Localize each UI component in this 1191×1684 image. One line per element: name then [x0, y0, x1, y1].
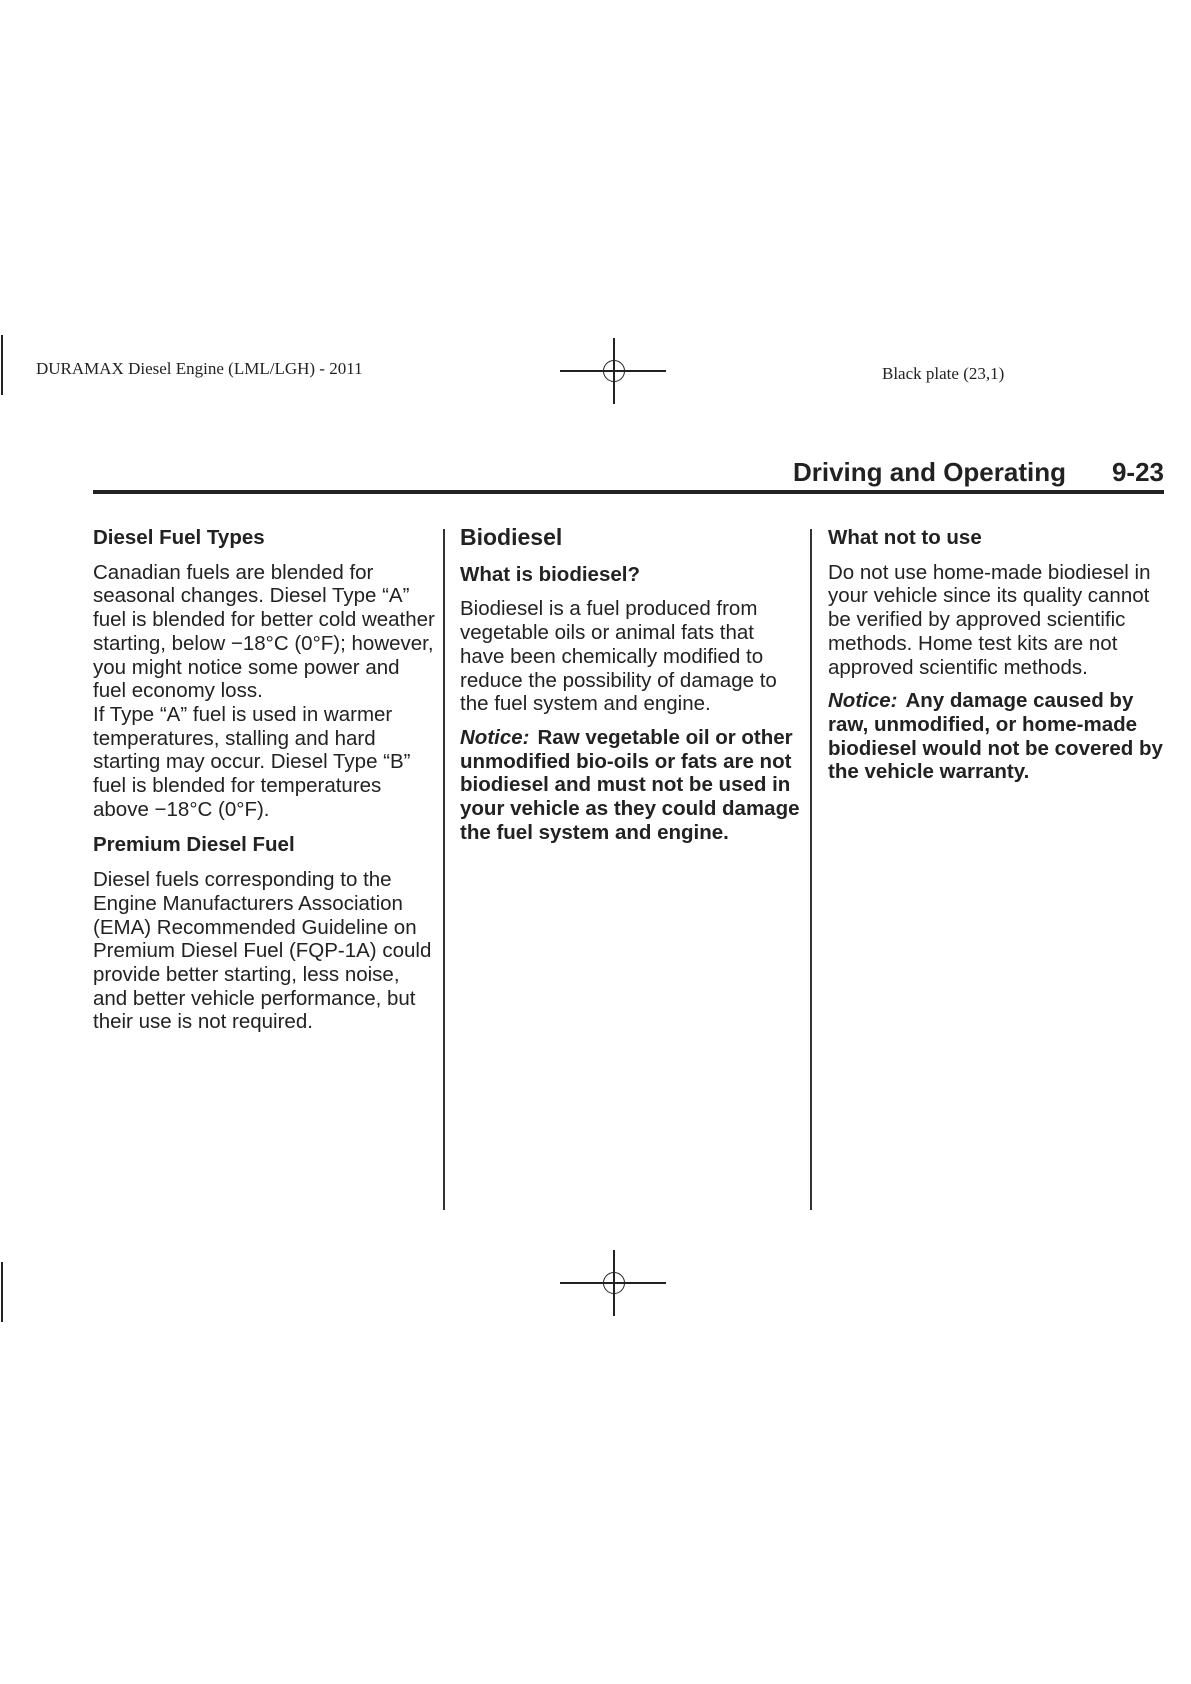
notice-label: Notice:	[828, 689, 898, 713]
print-plate-label: Black plate (23,1)	[882, 364, 1005, 383]
heading-what-not-to-use: What not to use	[828, 526, 982, 549]
print-document-id: DURAMAX Diesel Engine (LML/LGH) - 2011	[36, 359, 363, 378]
crop-mark-bottom-left	[1, 1262, 3, 1322]
heading-premium-diesel-fuel: Premium Diesel Fuel	[93, 833, 295, 857]
column-divider-1	[443, 529, 445, 1210]
paragraph-premium-diesel: Diesel fuels corresponding to the Engine Manufacturers Association (EMA) Recommended Guideline on Premium Diesel Fuel (FQP-1A) could provide better starting, less noise, and better vehicle performance, but their use is not required.	[93, 868, 432, 1034]
notice-warranty	[828, 689, 1172, 784]
notice-label: Notice:	[460, 725, 530, 749]
column-divider-2	[810, 529, 812, 1210]
section-rule	[93, 490, 1164, 494]
section-title: Driving and Operating	[792, 457, 1066, 487]
column-biodiesel	[460, 526, 804, 854]
column-diesel-fuel	[93, 526, 437, 1044]
notice-text: Raw vegetable oil or other unmodified bio-oils or fats are not biodiesel and must not be used in your vehicle as they could damage the fuel system and engine.	[460, 725, 800, 844]
paragraph-type-a-warmer: If Type “A” fuel is used in warmer temperatures, stalling and hard starting may occur. Diesel Type “B” fuel is blended for temperatures above −18°C (0°F).	[93, 702, 411, 821]
notice-raw-vegetable-oil	[460, 726, 804, 845]
heading-biodiesel: Biodiesel	[460, 524, 563, 550]
section-header	[93, 457, 1164, 493]
crop-mark-top-left	[1, 335, 3, 395]
column-what-not-to-use	[828, 526, 1172, 794]
page-number: 9-23	[1111, 457, 1164, 487]
paragraph-canadian-fuels: Canadian fuels are blended for seasonal changes. Diesel Type “A” fuel is blended for better cold weather starting, below −18°C (0°F); however, you might notice some power and fuel economy loss.	[93, 560, 435, 703]
paragraph-biodiesel-definition: Biodiesel is a fuel produced from vegetable oils or animal fats that have been chemically modified to reduce the possibility of damage to the fuel system and engine.	[460, 597, 777, 716]
notice-text: Any damage caused by raw, unmodified, or home-made biodiesel would not be covered by the vehicle warranty.	[828, 689, 1163, 784]
heading-diesel-fuel-types: Diesel Fuel Types	[93, 526, 265, 549]
paragraph-home-made-biodiesel: Do not use home-made biodiesel in your vehicle since its quality cannot be verified by approved scientific methods. Home test kits are not approved scientific methods.	[828, 560, 1151, 679]
heading-what-is-biodiesel: What is biodiesel?	[460, 562, 640, 586]
